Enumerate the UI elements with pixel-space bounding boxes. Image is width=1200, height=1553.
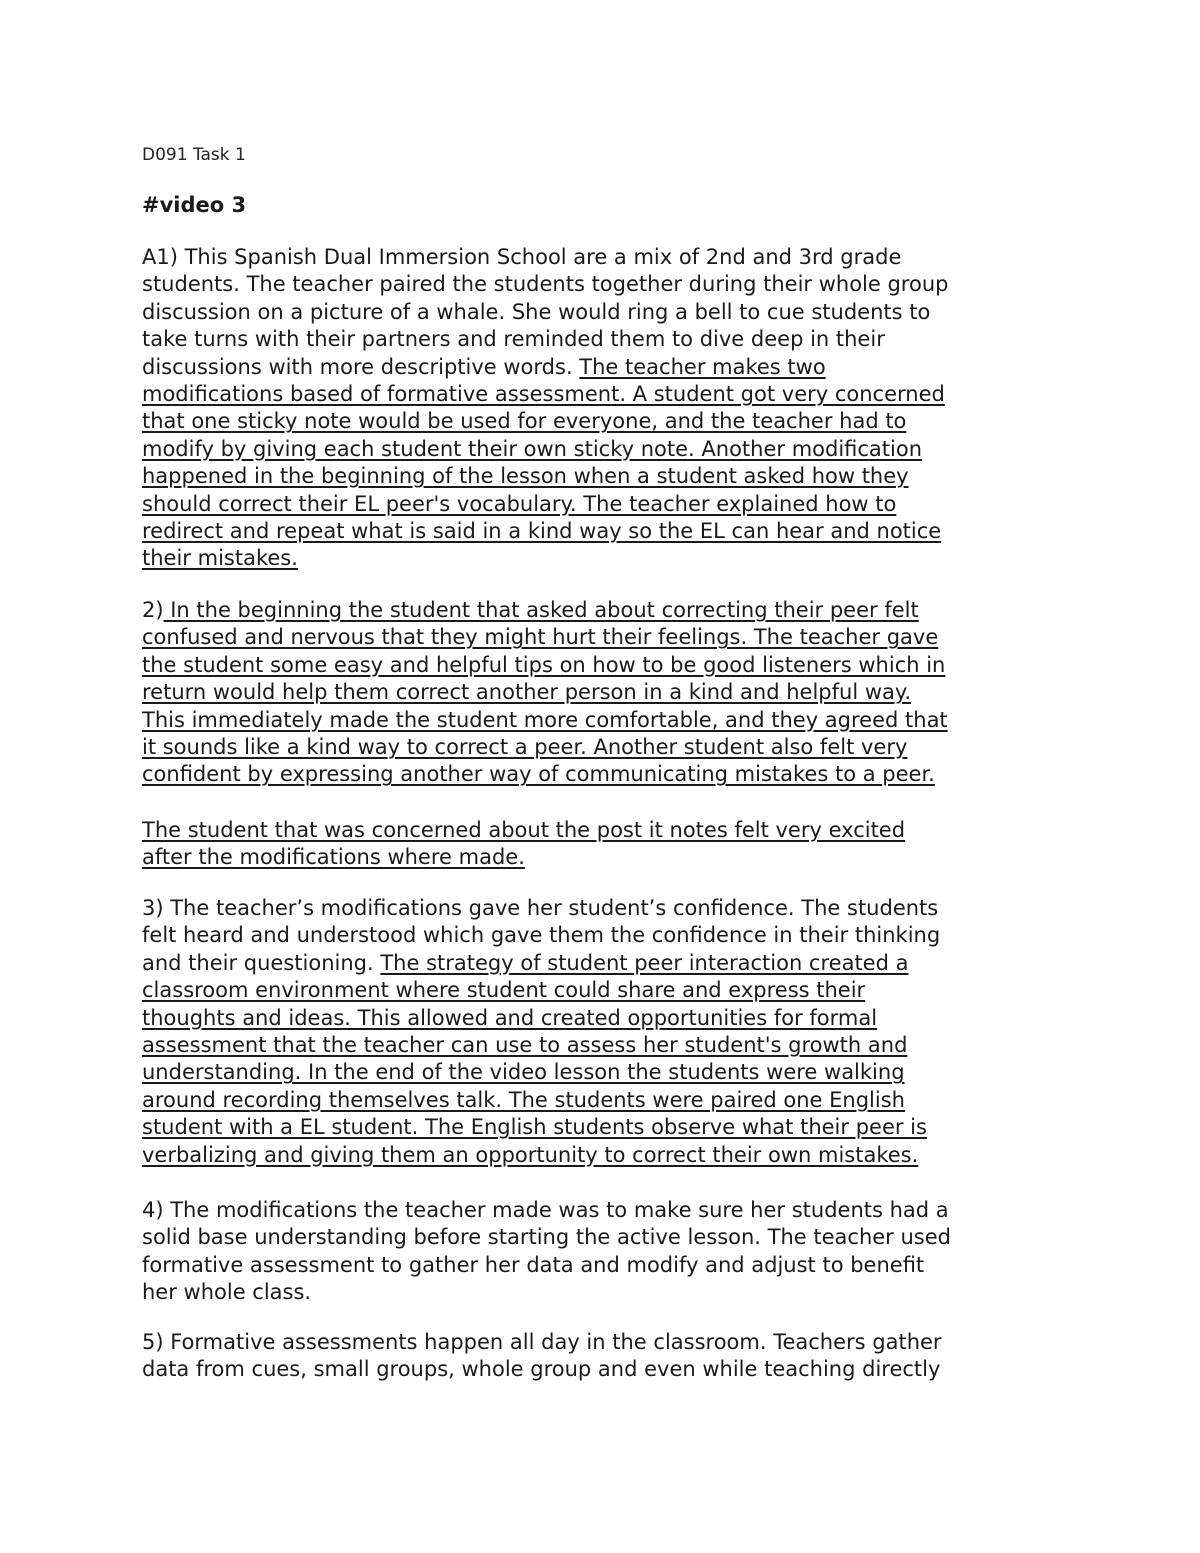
text-line <box>142 491 948 518</box>
text-line <box>142 652 948 679</box>
text-line <box>142 1142 940 1169</box>
text-line <box>142 408 948 435</box>
text-line <box>142 1032 940 1059</box>
text-line <box>142 326 948 353</box>
paragraph-3 <box>142 895 940 1169</box>
text-line <box>142 977 940 1004</box>
text-line <box>142 1087 940 1114</box>
text-segment: discussion on a picture of a whale. She would ring a bell to cue students to <box>142 299 931 324</box>
text-segment: 2) <box>142 598 164 622</box>
document-header: D091 Task 1 <box>142 145 246 165</box>
paragraph-5 <box>142 1329 942 1384</box>
text-segment: 3) The teacher’s modifications gave her student’s confidence. The students <box>142 896 939 920</box>
text-line <box>142 844 905 871</box>
text-segment: and their questioning. <box>142 950 381 975</box>
underlined-text: confident by expressing another way of communicating mistakes to a peer. <box>142 762 935 787</box>
text-line <box>142 950 940 977</box>
underlined-text: the student some easy and helpful tips on how to be good listeners which in <box>142 652 946 677</box>
underlined-text: classroom environment where student could share and express their <box>142 978 866 1003</box>
text-line <box>142 299 948 326</box>
text-line <box>142 463 948 490</box>
text-segment: take turns with their partners and reminded them to dive deep in their <box>142 327 885 352</box>
text-line <box>142 436 948 463</box>
underlined-text: The student that was concerned about the post it notes felt very excited <box>142 818 906 842</box>
underlined-text: redirect and repeat what is said in a kind way so the EL can hear and notice <box>142 518 942 543</box>
underlined-text: verbalizing and giving them an opportunity to correct their own mistakes. <box>142 1142 919 1167</box>
paragraph-4 <box>142 1197 951 1307</box>
underlined-text: thoughts and ideas. This allowed and created opportunities for formal <box>142 1005 878 1030</box>
underlined-text: that one sticky note would be used for everyone, and the teacher had to <box>142 409 907 434</box>
text-line <box>142 1329 942 1356</box>
text-line <box>142 1005 940 1032</box>
text-segment: felt heard and understood which gave them the confidence in their thinking <box>142 923 941 948</box>
underlined-text: their mistakes. <box>142 546 298 571</box>
text-line <box>142 624 948 651</box>
text-line <box>142 597 948 624</box>
text-segment: A1) This Spanish Dual Immersion School are a mix of 2nd and 3rd grade <box>142 245 902 269</box>
paragraph-a1 <box>142 244 948 573</box>
text-line <box>142 1197 951 1224</box>
paragraph-2-continued <box>142 817 905 872</box>
text-line <box>142 707 948 734</box>
text-line <box>142 244 948 271</box>
paragraph-2 <box>142 597 948 789</box>
text-line <box>142 1059 940 1086</box>
underlined-text: modifications based of formative assessment. A student got very concerned <box>142 381 945 406</box>
text-segment: 4) The modifications the teacher made was to make sure her students had a <box>142 1198 949 1222</box>
underlined-text: should correct their EL peer's vocabulary. The teacher explained how to <box>142 491 897 516</box>
text-segment: formative assessment to gather her data and modify and adjust to benefit <box>142 1252 925 1277</box>
text-line <box>142 518 948 545</box>
underlined-text: return would help them correct another person in a kind and helpful way. <box>142 680 912 705</box>
underlined-text: it sounds like a kind way to correct a peer. Another student also felt very <box>142 734 908 759</box>
underlined-text: happened in the beginning of the lesson when a student asked how they <box>142 464 909 489</box>
underlined-text: The strategy of student peer interaction created a <box>380 950 909 975</box>
text-line <box>142 1224 951 1251</box>
document-title: #video 3 <box>142 193 247 217</box>
underlined-text: around recording themselves talk. The students were paired one English <box>142 1087 905 1112</box>
underlined-text: assessment that the teacher can use to assess her student's growth and <box>142 1032 908 1057</box>
underlined-text: after the modifications where made. <box>142 845 525 870</box>
text-segment: data from cues, small groups, whole group and even while teaching directly <box>142 1357 941 1382</box>
underlined-text: This immediately made the student more comfortable, and they agreed that <box>142 707 948 732</box>
text-line <box>142 895 940 922</box>
underlined-text: In the beginning the student that asked about correcting their peer felt <box>163 598 919 622</box>
text-line <box>142 734 948 761</box>
text-line <box>142 354 948 381</box>
text-line <box>142 922 940 949</box>
text-line <box>142 1252 951 1279</box>
text-line <box>142 271 948 298</box>
text-segment: students. The teacher paired the students together during their whole group <box>142 272 949 297</box>
text-segment: 5) Formative assessments happen all day in the classroom. Teachers gather <box>142 1330 942 1354</box>
text-line <box>142 545 948 572</box>
text-line <box>142 381 948 408</box>
text-line <box>142 761 948 788</box>
underlined-text: understanding. In the end of the video lesson the students were walking <box>142 1060 905 1085</box>
underlined-text: modify by giving each student their own sticky note. Another modification <box>142 436 923 461</box>
text-line <box>142 1279 951 1306</box>
text-line <box>142 817 905 844</box>
underlined-text: confused and nervous that they might hurt their feelings. The teacher gave <box>142 625 939 650</box>
underlined-text: The teacher makes two <box>579 354 826 379</box>
text-line <box>142 1114 940 1141</box>
text-line <box>142 1356 942 1383</box>
text-segment: discussions with more descriptive words. <box>142 354 580 379</box>
text-segment: solid base understanding before starting the active lesson. The teacher used <box>142 1225 951 1250</box>
underlined-text: student with a EL student. The English students observe what their peer is <box>142 1115 927 1140</box>
text-segment: her whole class. <box>142 1280 312 1305</box>
text-line <box>142 679 948 706</box>
